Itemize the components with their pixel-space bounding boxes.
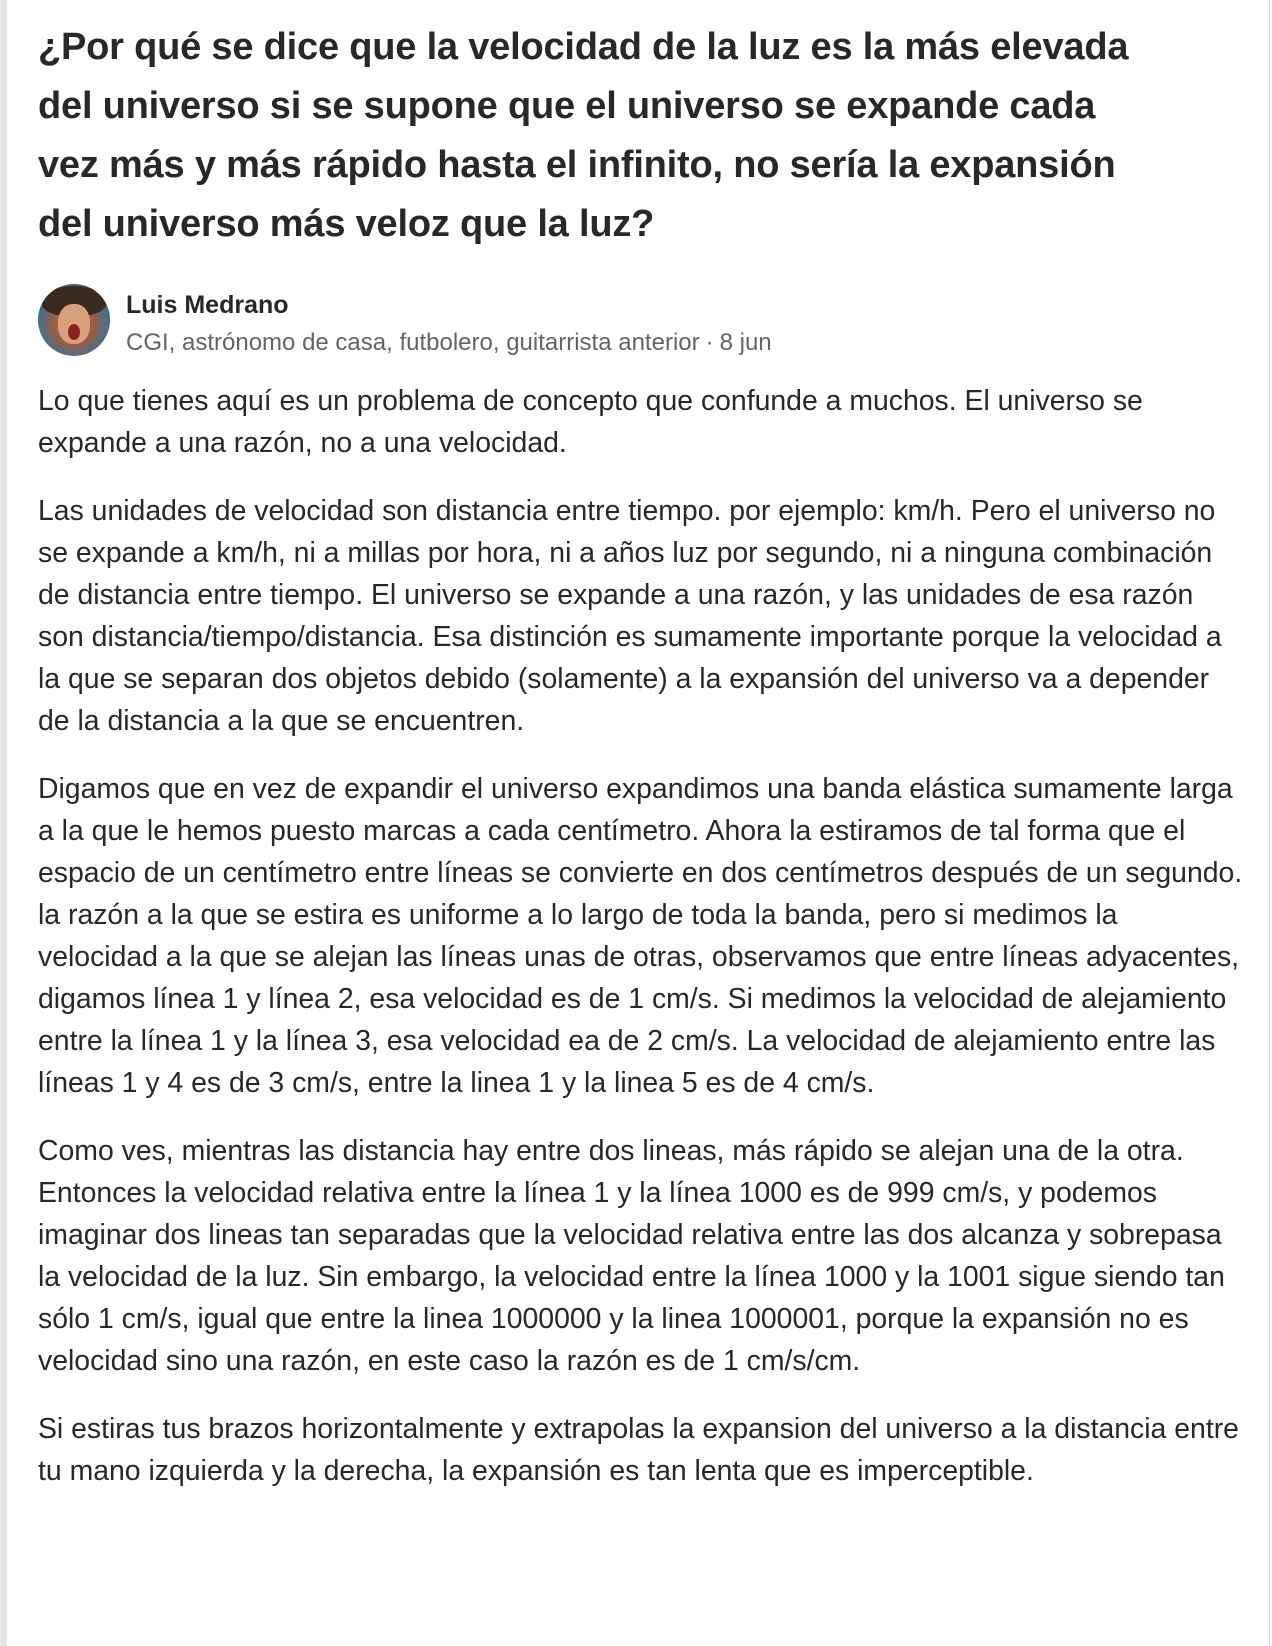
right-border: [1269, 0, 1270, 1646]
author-name[interactable]: Luis Medrano: [126, 291, 289, 319]
author-meta: [126, 284, 772, 360]
author-row: [38, 284, 1243, 360]
answer-paragraph-4: Como ves, mientras las distancia hay entre dos lineas, más rápido se alejan una de la otra. Entonces la velocidad relativa entre la línea 1 y la línea 1000 es de 999 cm/s, y podemos imaginar dos lineas tan separadas que la velocidad relativa entre las dos alcanza y sobrepasa la velocidad de la luz. Sin embargo, la velocidad entre la línea 1000 y la 1001 sigue siendo tan sólo 1 cm/s, igual que entre la linea 1000000 y la linea 1000001, porque la expansión no es velocidad sino una razón, en este caso la razón es de 1 cm/s/cm.: [38, 1135, 1225, 1377]
answer-paragraph-5: Si estiras tus brazos horizontalmente y extrapolas la expansion del universo a la distancia entre tu mano izquierda y la derecha, la expansión es tan lenta que es imperceptible.: [38, 1413, 1239, 1487]
answer-paragraph-3: Digamos que en vez de expandir el universo expandimos una banda elástica sumamente larga a la que le hemos puesto marcas a cada centímetro. Ahora la estiramos de tal forma que el espacio de un centímetro entre líneas se convierte en dos centímetros después de un segundo. la razón a la que se estira es uniforme a lo largo de toda la banda, pero si medimos la velocidad a la que se alejan las líneas unas de otras, observamos que entre líneas adyacentes, digamos línea 1 y línea 2, esa velocidad es de 1 cm/s. Si medimos la velocidad de alejamiento entre la línea 1 y la línea 3, esa velocidad ea de 2 cm/s. La velocidad de alejamiento entre las líneas 1 y 4 es de 3 cm/s, entre la linea 1 y la linea 5 es de 4 cm/s.: [38, 773, 1243, 1099]
answer-date[interactable]: 8 jun: [719, 329, 772, 356]
answer-paragraph-2: Las unidades de velocidad son distancia entre tiempo. por ejemplo: km/h. Pero el universo no se expande a km/h, ni a millas por hora, ni a años luz por segundo, ni a ninguna combinación de distancia entre tiempo. El universo se expande a una razón, y las unidades de esa razón son distancia/tiempo/distancia. Esa distinción es sumamente importante porque la velocidad a la que se separan dos objetos debido (solamente) a la expansión del universo va a depender de la distancia a la que se encuentren.: [38, 495, 1222, 737]
avatar-mouth: [68, 324, 80, 340]
answer-paragraph-1: Lo que tienes aquí es un problema de concepto que confunde a muchos. El universo se expande a una razón, no a una velocidad.: [38, 385, 1143, 459]
avatar[interactable]: [38, 284, 110, 356]
question-title[interactable]: ¿Por qué se dice que la velocidad de la luz es la más elevada del universo si se supone que el universo se expande cada vez más y más rápido hasta el infinito, no sería la expansión del universo más veloz que la luz?: [38, 26, 1129, 245]
answer-card: [38, 18, 1243, 1518]
answer-body: [38, 380, 1243, 1492]
separator-dot: ·: [705, 329, 714, 356]
author-credential[interactable]: CGI, astrónomo de casa, futbolero, guitarrista anterior: [126, 329, 700, 356]
author-subline: [126, 326, 772, 360]
left-border: [0, 0, 7, 1646]
